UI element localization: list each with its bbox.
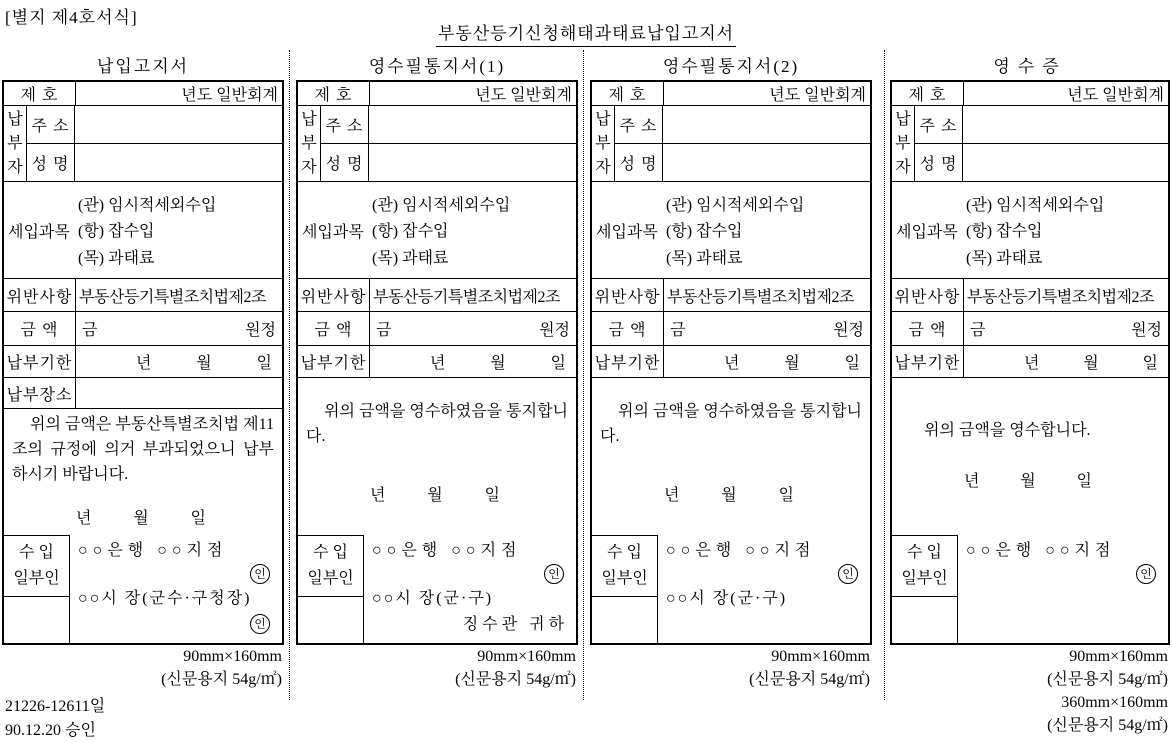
amount-suffix: 원정 xyxy=(539,322,570,339)
paper-note-total: (신문용지 54g/㎡) xyxy=(1047,717,1168,734)
amount-suffix: 원정 xyxy=(1131,322,1162,339)
name-value xyxy=(369,144,576,181)
slip-bottom-section xyxy=(298,378,576,643)
revenue-label: 세입과목 xyxy=(8,223,70,241)
payer-label: 납부자 xyxy=(298,106,321,181)
amount-row xyxy=(892,312,1168,346)
document-title: 부동산등기신청해태과태료납입고지서 xyxy=(0,19,1172,47)
perforation-divider xyxy=(583,50,584,700)
revenue-items xyxy=(372,182,576,278)
revenue-stamp-empty-box xyxy=(298,597,364,643)
address-value xyxy=(75,106,282,143)
amount-label: 금 액 xyxy=(592,312,664,345)
name-label: 성 명 xyxy=(27,144,75,181)
doc-no-label: 제 호 xyxy=(298,82,370,105)
seal-row xyxy=(78,562,280,586)
authority-line: ○○시 장(군·구) xyxy=(666,590,788,607)
revenue-item-hang: (항) 잡수입 xyxy=(666,223,743,241)
amount-label: 금 액 xyxy=(298,312,370,345)
seal-row xyxy=(78,612,280,636)
violation-row xyxy=(4,279,282,312)
address-row xyxy=(615,106,870,144)
address-value xyxy=(663,106,870,143)
payer-subrows xyxy=(27,106,282,181)
payer-subrows xyxy=(321,106,576,181)
signature-area xyxy=(666,535,868,643)
payer-label: 납부자 xyxy=(892,106,915,181)
name-value xyxy=(663,144,870,181)
doc-no-label: 제 호 xyxy=(592,82,664,105)
paper-note: (신문용지 54g/㎡) xyxy=(1047,671,1168,688)
notice-text: 위의 금액을 영수합니다. xyxy=(924,422,1091,439)
doc-no-row xyxy=(592,82,870,106)
date-line: 년 월 일 xyxy=(76,510,206,527)
revenue-stamp-box: 수 입 일부인 xyxy=(592,535,658,597)
due-date-row xyxy=(4,346,282,378)
seal-icon: 인 xyxy=(250,564,270,584)
due-date-label: 납부기한 xyxy=(298,346,370,377)
doc-no-label: 제 호 xyxy=(4,82,76,105)
violation-label: 위반사항 xyxy=(298,279,370,311)
violation-row xyxy=(892,279,1168,312)
paper-note: (신문용지 54g/㎡) xyxy=(161,671,282,688)
payer-label: 납부자 xyxy=(592,106,615,181)
revenue-item-gwan: (관) 임시적세외수입 xyxy=(666,196,805,214)
amount-row xyxy=(4,312,282,346)
doc-no-row xyxy=(892,82,1168,106)
seal-row xyxy=(666,562,868,586)
payer-row xyxy=(298,106,576,182)
revenue-stamp-empty-box xyxy=(4,597,70,643)
address-label: 주 소 xyxy=(27,106,75,143)
date-line: 년 월 일 xyxy=(370,487,500,504)
revenue-item-mok: (목) 과태료 xyxy=(966,250,1043,268)
address-row xyxy=(915,106,1168,144)
bank-branch-line: ○○은행 ○○지점 xyxy=(666,542,816,559)
paper-note: (신문용지 54g/㎡) xyxy=(749,671,870,688)
due-date-value: 년 월 일 xyxy=(724,355,860,372)
slip-table xyxy=(296,80,578,645)
bank-branch-line: ○○은행 ○○지점 xyxy=(78,542,228,559)
slip-title: 영수필통지서(1) xyxy=(368,57,506,76)
size-note: 90mm×160mm xyxy=(771,648,870,665)
payer-subrows xyxy=(915,106,1168,181)
revenue-item-gwan: (관) 임시적세외수입 xyxy=(372,196,511,214)
name-row xyxy=(27,144,282,181)
amount-value xyxy=(964,312,1168,345)
size-note: 90mm×160mm xyxy=(183,648,282,665)
payment-place-value xyxy=(76,378,282,408)
slip-bottom-section xyxy=(892,378,1168,643)
address-label: 주 소 xyxy=(915,106,963,143)
slip-receipt xyxy=(890,52,1170,737)
approval-date: 90.12.20 승인 xyxy=(5,722,96,739)
payment-place-label: 납부장소 xyxy=(4,378,76,408)
seal-row xyxy=(966,562,1166,586)
violation-label: 위반사항 xyxy=(4,279,76,311)
date-line: 년 월 일 xyxy=(964,473,1092,490)
revenue-item-hang: (항) 잡수입 xyxy=(372,223,449,241)
seal-row xyxy=(372,562,574,586)
revenue-row xyxy=(592,182,870,279)
revenue-label: 세입과목 xyxy=(896,223,958,241)
name-value xyxy=(75,144,282,181)
revenue-item-hang: (항) 잡수입 xyxy=(966,223,1043,241)
approval-block xyxy=(5,695,105,742)
amount-label: 금 액 xyxy=(4,312,76,345)
perforation-divider xyxy=(289,50,290,700)
revenue-row xyxy=(4,182,282,279)
doc-no-value: 년도 일반회계 xyxy=(769,87,866,104)
amount-label: 금 액 xyxy=(892,312,964,345)
approval-code: 21226-12611일 xyxy=(5,698,106,715)
due-date-value: 년 월 일 xyxy=(430,355,566,372)
seal-icon: 인 xyxy=(544,564,564,584)
doc-no-value: 년도 일반회계 xyxy=(1067,87,1164,104)
address-label: 주 소 xyxy=(321,106,369,143)
name-row xyxy=(321,144,576,181)
amount-value xyxy=(664,312,870,345)
revenue-stamp-box: 수 입 일부인 xyxy=(4,535,70,597)
revenue-item-mok: (목) 과태료 xyxy=(78,250,155,268)
paper-note: (신문용지 54g/㎡) xyxy=(455,671,576,688)
doc-no-row xyxy=(298,82,576,106)
slip-receipt-notice-2 xyxy=(590,52,872,691)
slip-table xyxy=(890,80,1170,645)
violation-row xyxy=(298,279,576,312)
size-note: 90mm×160mm xyxy=(1069,648,1168,665)
due-date-value: 년 월 일 xyxy=(136,355,272,372)
name-row xyxy=(615,144,870,181)
bank-branch-line: ○○은행 ○○지점 xyxy=(372,542,522,559)
payer-row xyxy=(592,106,870,182)
signature-area xyxy=(372,535,574,643)
revenue-item-mok: (목) 과태료 xyxy=(372,250,449,268)
notice-text: 위의 금액은 부동산특별조치법 제11조의 규정에 의거 부과되었으니 납부하시기 바랍니다. xyxy=(12,416,274,483)
revenue-stamp-empty-box xyxy=(892,597,958,643)
amount-prefix: 금 xyxy=(670,322,686,339)
amount-suffix: 원정 xyxy=(245,322,276,339)
slip-payment-notice xyxy=(2,52,284,691)
revenue-items xyxy=(78,182,282,278)
name-label: 성 명 xyxy=(615,144,663,181)
signature-area xyxy=(78,535,280,643)
payment-place-row xyxy=(4,378,282,409)
amount-value xyxy=(370,312,576,345)
amount-prefix: 금 xyxy=(376,322,392,339)
due-date-row xyxy=(592,346,870,378)
doc-no-value: 년도 일반회계 xyxy=(181,87,278,104)
seal-icon: 인 xyxy=(838,564,858,584)
size-note: 90mm×160mm xyxy=(477,648,576,665)
revenue-stamp-empty-box xyxy=(592,597,658,643)
doc-no-row xyxy=(4,82,282,106)
due-date-row xyxy=(298,346,576,378)
amount-prefix: 금 xyxy=(970,322,986,339)
revenue-item-gwan: (관) 임시적세외수입 xyxy=(966,196,1105,214)
slip-title: 납입고지서 xyxy=(96,57,190,76)
revenue-item-hang: (항) 잡수입 xyxy=(78,223,155,241)
signature-area xyxy=(966,535,1166,643)
notice-text: 위의 금액을 영수하였음을 통지합니다. xyxy=(306,403,568,445)
doc-no-value: 년도 일반회계 xyxy=(475,87,572,104)
notice-text: 위의 금액을 영수하였음을 통지합니다. xyxy=(600,403,862,445)
due-date-row xyxy=(892,346,1168,378)
seal-icon: 인 xyxy=(250,614,270,634)
due-date-label: 납부기한 xyxy=(592,346,664,377)
address-value xyxy=(369,106,576,143)
payer-row xyxy=(4,106,282,182)
name-label: 성 명 xyxy=(321,144,369,181)
slip-title: 영수필통지서(2) xyxy=(662,57,800,76)
revenue-items xyxy=(666,182,870,278)
revenue-stamp-box: 수 입 일부인 xyxy=(892,535,958,597)
amount-suffix: 원정 xyxy=(833,322,864,339)
payer-row xyxy=(892,106,1168,182)
authority-line: ○○시 장(군수·구청장) xyxy=(78,590,252,607)
revenue-items xyxy=(966,182,1168,278)
violation-label: 위반사항 xyxy=(892,279,964,311)
perforation-divider xyxy=(884,50,885,700)
amount-prefix: 금 xyxy=(82,322,98,339)
doc-no-label: 제 호 xyxy=(892,82,964,105)
bank-branch-line: ○○은행 ○○지점 xyxy=(966,542,1116,559)
address-value xyxy=(963,106,1168,143)
slip-bottom-section xyxy=(4,409,282,643)
amount-row xyxy=(298,312,576,346)
violation-value: 부동산등기특별조치법제2조 xyxy=(667,288,854,306)
authority-line: ○○시 장(군·구) xyxy=(372,590,494,607)
address-row xyxy=(321,106,576,144)
name-label: 성 명 xyxy=(915,144,963,181)
address-row xyxy=(27,106,282,144)
revenue-label: 세입과목 xyxy=(596,223,658,241)
violation-row xyxy=(592,279,870,312)
due-date-value: 년 월 일 xyxy=(1024,355,1158,372)
due-date-label: 납부기한 xyxy=(4,346,76,377)
slip-receipt-notice-1 xyxy=(296,52,578,691)
slip-title: 영수증 xyxy=(993,57,1067,76)
violation-value: 부동산등기특별조치법제2조 xyxy=(79,288,266,306)
name-value xyxy=(963,144,1168,181)
amount-value xyxy=(76,312,282,345)
size-note-total: 360mm×160mm xyxy=(1061,694,1168,711)
revenue-item-gwan: (관) 임시적세외수입 xyxy=(78,196,217,214)
violation-label: 위반사항 xyxy=(592,279,664,311)
revenue-label: 세입과목 xyxy=(302,223,364,241)
payer-subrows xyxy=(615,106,870,181)
revenue-row xyxy=(298,182,576,279)
violation-value: 부동산등기특별조치법제2조 xyxy=(373,288,560,306)
name-row xyxy=(915,144,1168,181)
address-label: 주 소 xyxy=(615,106,663,143)
slip-table xyxy=(2,80,284,645)
revenue-row xyxy=(892,182,1168,279)
seal-icon: 인 xyxy=(1136,564,1156,584)
amount-row xyxy=(592,312,870,346)
revenue-item-mok: (목) 과태료 xyxy=(666,250,743,268)
form-reference: [별지 제4호서식] xyxy=(5,8,138,27)
revenue-stamp-box: 수 입 일부인 xyxy=(298,535,364,597)
violation-value: 부동산등기특별조치법제2조 xyxy=(967,288,1154,306)
date-line: 년 월 일 xyxy=(664,487,794,504)
payer-label: 납부자 xyxy=(4,106,27,181)
slip-bottom-section xyxy=(592,378,870,643)
due-date-label: 납부기한 xyxy=(892,346,964,377)
recipient-line: 징수관 귀하 xyxy=(462,616,568,633)
slip-table xyxy=(590,80,872,645)
